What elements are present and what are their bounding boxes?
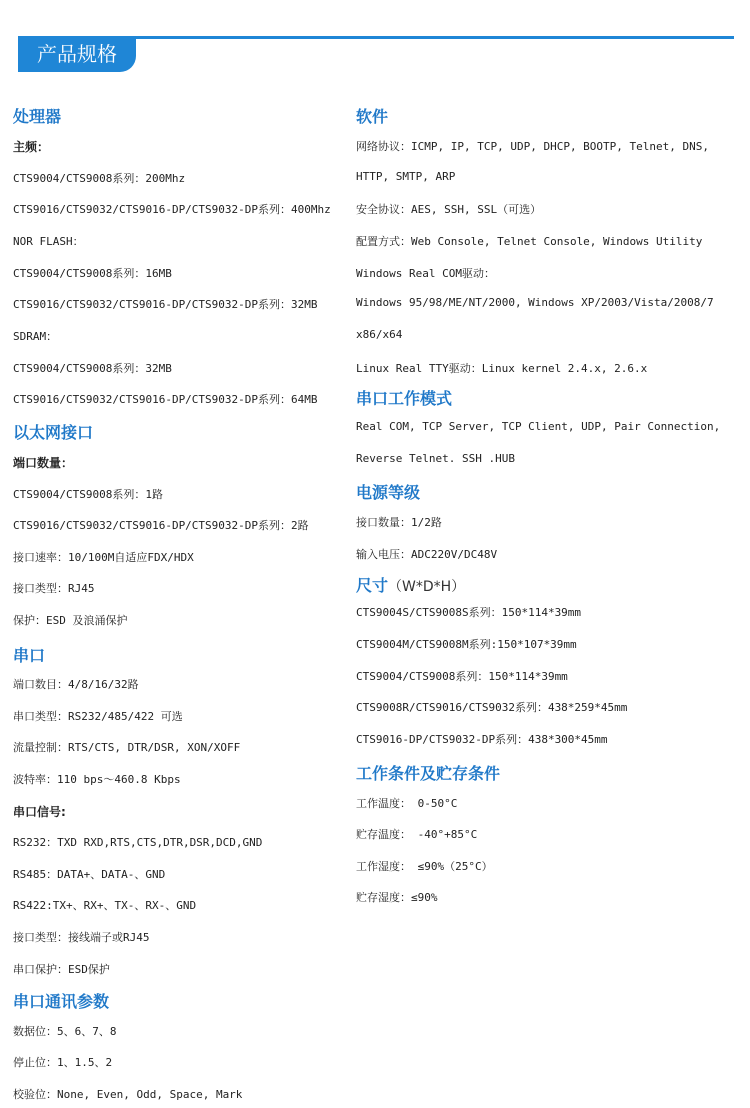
- spec-line: 校验位：None, Even, Odd, Space, Mark: [13, 1088, 243, 1101]
- spec-line: HTTP, SMTP, ARP: [356, 170, 456, 183]
- section-title-env: 工作条件及贮存条件: [356, 764, 501, 783]
- spec-line: 端口数量：: [13, 456, 74, 470]
- spec-line: 流量控制：RTS/CTS, DTR/DSR, XON/XOFF: [13, 741, 241, 754]
- spec-line: 输入电压：ADC220V/DC48V: [356, 548, 498, 561]
- spec-line: CTS9004/CTS9008系列：200Mhz: [13, 172, 186, 185]
- spec-line: CTS9004/CTS9008系列：150*114*39mm: [356, 670, 568, 683]
- spec-line: 停止位：1、1.5、2: [13, 1056, 113, 1069]
- spec-line: CTS9004S/CTS9008S系列：150*114*39mm: [356, 606, 582, 619]
- section-title-size: 尺寸（W*D*H）: [356, 576, 466, 595]
- spec-line: 数据位：5、6、7、8: [13, 1025, 117, 1038]
- spec-line: 串口信号:: [13, 805, 66, 819]
- spec-line: RS232：TXD RXD,RTS,CTS,DTR,DSR,DCD,GND: [13, 836, 263, 849]
- spec-line: 串口保护：ESD保护: [13, 963, 110, 976]
- spec-line: CTS9016-DP/CTS9032-DP系列：438*300*45mm: [356, 733, 608, 746]
- section-title-mode: 串口工作模式: [356, 389, 453, 408]
- section-title-ethernet: 以太网接口: [13, 423, 94, 442]
- section-title-processor: 处理器: [13, 107, 62, 126]
- size-title-suffix: （W*D*H）: [388, 579, 466, 595]
- spec-line: 安全协议：AES, SSH, SSL（可选）: [356, 203, 542, 216]
- section-title-power: 电源等级: [356, 483, 421, 502]
- spec-line: 接口速率：10/100M自适应FDX/HDX: [13, 551, 194, 564]
- spec-line: Reverse Telnet. SSH .HUB: [356, 452, 515, 465]
- spec-line: 工作湿度： ≤90%（25°C）: [356, 860, 493, 873]
- section-title-serial: 串口: [13, 646, 46, 665]
- section-title-software: 软件: [356, 107, 389, 126]
- spec-line: x86/x64: [356, 328, 403, 341]
- spec-line: CTS9016/CTS9032/CTS9016-DP/CTS9032-DP系列：2路: [13, 519, 309, 532]
- spec-line: 网络协议：ICMP, IP, TCP, UDP, DHCP, BOOTP, Telnet, DNS,: [356, 140, 710, 153]
- spec-header: [0, 0, 750, 80]
- spec-line: Windows Real COM驱动：: [356, 267, 495, 280]
- spec-line: SDRAM：: [13, 330, 58, 343]
- spec-line: RS422:TX+、RX+、TX-、RX-、GND: [13, 899, 197, 912]
- spec-line: CTS9004/CTS9008系列：32MB: [13, 362, 172, 375]
- spec-line: RS485：DATA+、DATA-、GND: [13, 868, 166, 881]
- spec-line: 主频：: [13, 140, 50, 154]
- spec-line: 配置方式：Web Console, Telnet Console, Windows Utility: [356, 235, 703, 248]
- spec-line: Linux Real TTY驱动：Linux kernel 2.4.x, 2.6.x: [356, 362, 648, 375]
- spec-line: CTS9008R/CTS9016/CTS9032系列：438*259*45mm: [356, 701, 628, 714]
- spec-line: 贮存温度： -40°+85°C: [356, 828, 478, 841]
- header-title: 产品规格: [18, 36, 136, 72]
- spec-line: 贮存湿度：≤90%: [356, 891, 438, 904]
- spec-line: 接口类型：RJ45: [13, 582, 95, 595]
- spec-line: Windows 95/98/ME/NT/2000, Windows XP/2003/Vista/2008/7: [356, 296, 714, 309]
- spec-line: 波特率：110 bps～460.8 Kbps: [13, 773, 181, 786]
- spec-line: CTS9004/CTS9008系列：1路: [13, 488, 163, 501]
- spec-line: 串口类型：RS232/485/422 可选: [13, 710, 183, 723]
- spec-line: 保护：ESD 及浪涌保护: [13, 614, 128, 627]
- spec-line: 工作温度： 0-50°C: [356, 797, 458, 810]
- spec-line: CTS9016/CTS9032/CTS9016-DP/CTS9032-DP系列：64MB: [13, 393, 318, 406]
- spec-line: CTS9004M/CTS9008M系列:150*107*39mm: [356, 638, 577, 651]
- spec-line: 接口类型：接线端子或RJ45: [13, 931, 150, 944]
- spec-line: CTS9016/CTS9032/CTS9016-DP/CTS9032-DP系列：32MB: [13, 298, 318, 311]
- spec-line: Real COM, TCP Server, TCP Client, UDP, Pair Connection,: [356, 420, 721, 433]
- section-title-comm: 串口通讯参数: [13, 992, 110, 1011]
- spec-line: 端口数目：4/8/16/32路: [13, 678, 139, 691]
- spec-line: CTS9004/CTS9008系列：16MB: [13, 267, 172, 280]
- spec-line: CTS9016/CTS9032/CTS9016-DP/CTS9032-DP系列：400Mhz: [13, 203, 331, 216]
- spec-line: NOR FLASH：: [13, 235, 84, 248]
- spec-line: 接口数量：1/2路: [356, 516, 442, 529]
